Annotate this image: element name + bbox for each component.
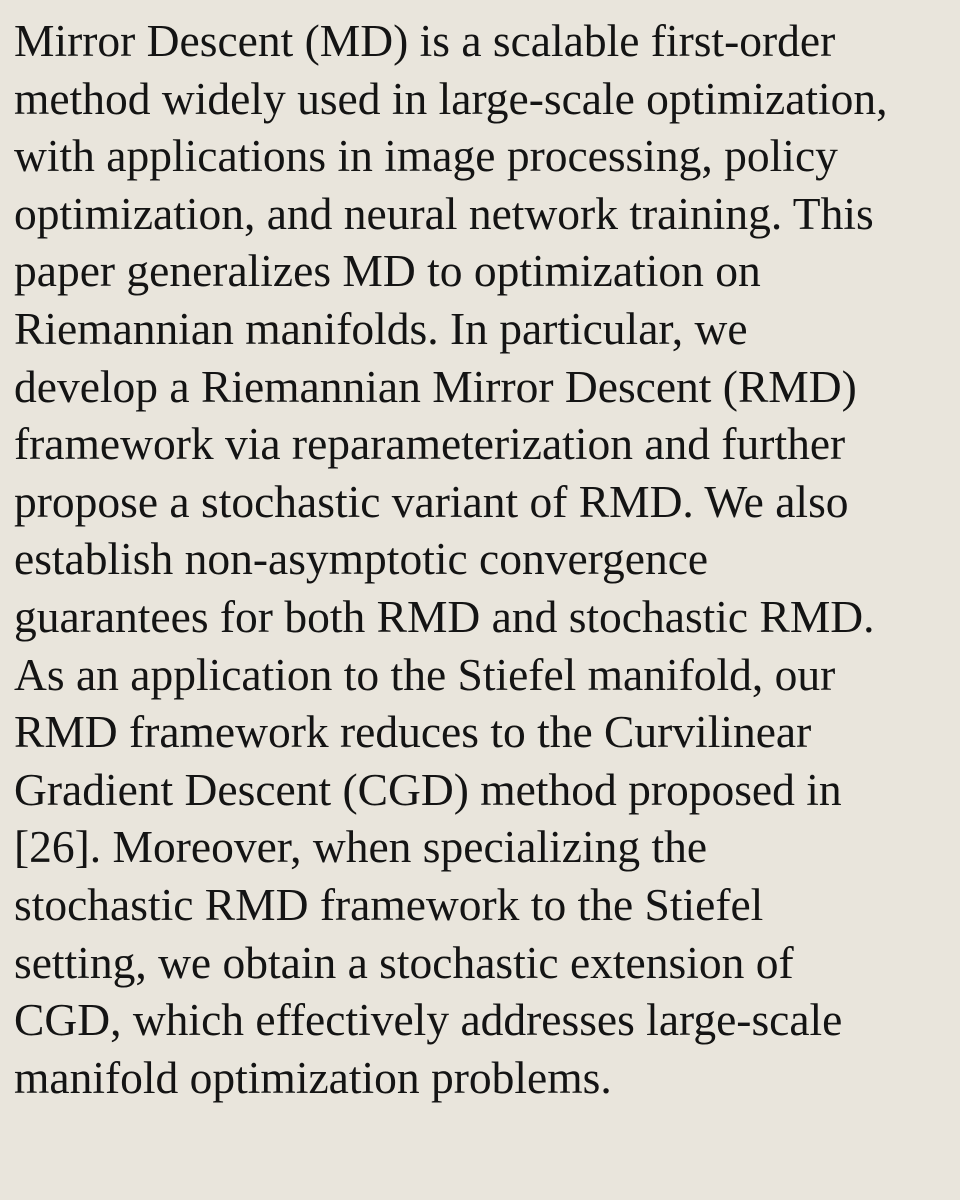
abstract-line: method widely used in large-scale optimization, — [14, 72, 888, 124]
abstract-line: optimization, and neural network training. This — [14, 187, 874, 239]
abstract-line: setting, we obtain a stochastic extension of — [14, 936, 794, 988]
abstract-line: Mirror Descent (MD) is a scalable first-order — [14, 15, 836, 66]
abstract-line: with applications in image processing, policy — [14, 130, 838, 182]
abstract-line: Gradient Descent (CGD) method proposed in — [14, 763, 842, 815]
abstract-line: guarantees for both RMD and stochastic RMD. — [14, 590, 875, 642]
abstract-line: develop a Riemannian Mirror Descent (RMD) — [14, 360, 857, 412]
abstract-line: CGD, which effectively addresses large-scale — [14, 994, 843, 1046]
abstract-line: framework via reparameterization and further — [14, 418, 846, 470]
abstract-line: Riemannian manifolds. In particular, we — [14, 302, 748, 354]
abstract-line: RMD framework reduces to the Curvilinear — [14, 706, 812, 758]
abstract-line: manifold optimization problems. — [14, 1051, 612, 1103]
abstract-line: paper generalizes MD to optimization on — [14, 245, 761, 297]
abstract-line: stochastic RMD framework to the Stiefel — [14, 878, 764, 930]
abstract-paragraph — [14, 12, 888, 1106]
abstract-line: propose a stochastic variant of RMD. We also — [14, 475, 849, 527]
abstract-line: establish non-asymptotic convergence — [14, 533, 709, 585]
abstract-line: [26]. Moreover, when specializing the — [14, 821, 708, 873]
abstract-line: As an application to the Stiefel manifold, our — [14, 648, 836, 700]
